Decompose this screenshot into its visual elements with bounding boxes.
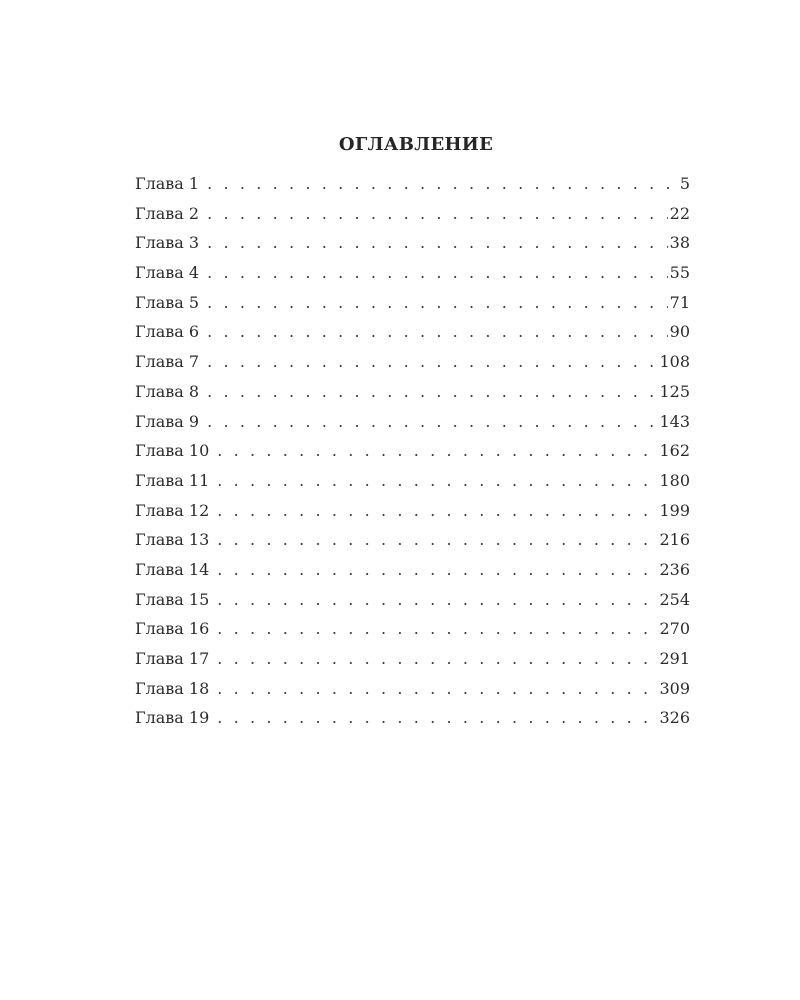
toc-page-number: 180 [659,470,690,490]
dot-leader [207,258,668,288]
toc-title: ОГЛАВЛЕНИЕ [338,134,494,155]
toc-entry [135,407,690,437]
toc-page-number: 90 [669,322,690,342]
toc-page-number: 143 [659,411,690,431]
toc-entry [135,585,690,615]
toc-chapter-label: Глава 9 [135,411,200,431]
toc-list [135,169,690,733]
toc-entry [135,347,690,377]
toc-page-number: 55 [669,263,690,283]
toc-entry [135,466,690,496]
dot-leader [217,496,657,526]
toc-entry [135,199,690,229]
toc-chapter-label: Глава 1 [135,174,200,193]
dot-leader [207,288,668,318]
toc-chapter-label: Глава 12 [135,500,210,520]
toc-page-number: 254 [659,589,690,609]
toc-chapter-label: Глава 13 [135,530,210,550]
toc-chapter-label: Глава 7 [135,352,200,372]
toc-entry [135,258,690,288]
toc-chapter-label: Глава 2 [135,203,200,223]
toc-page-number: 125 [659,381,690,401]
toc-entry [135,169,690,199]
toc-page-number: 162 [659,441,690,461]
toc-page-number: 5 [679,174,690,193]
dot-leader [207,317,668,347]
toc-chapter-label: Глава 8 [135,381,200,401]
toc-page-number: 22 [669,203,690,223]
toc-page-number: 291 [659,649,690,668]
toc-chapter-label: Глава 18 [135,678,210,698]
toc-chapter-label: Глава 15 [135,589,210,609]
toc-chapter-label: Глава 14 [135,559,210,579]
toc-page-number: 216 [659,530,690,550]
dot-leader [207,377,657,407]
dot-leader [207,347,657,377]
dot-leader [217,674,657,704]
toc-entry [135,525,690,555]
toc-page-number: 236 [659,559,690,579]
toc-page-number: 199 [659,500,690,520]
toc-chapter-label: Глава 19 [135,708,210,728]
toc-chapter-label: Глава 10 [135,441,210,461]
toc-entry [135,703,690,733]
dot-leader [217,436,657,466]
toc-entry [135,436,690,466]
toc-entry [135,674,690,704]
toc-chapter-label: Глава 4 [135,263,200,283]
toc-entry [135,317,690,347]
toc-page-number: 71 [669,292,690,312]
toc-chapter-label: Глава 17 [135,649,210,668]
toc-page-number: 108 [659,352,690,372]
dot-leader [217,466,657,496]
toc-entry [135,555,690,585]
dot-leader [207,199,668,229]
dot-leader [207,169,678,199]
toc-entry [135,228,690,258]
toc-entry [135,288,690,318]
toc-chapter-label: Глава 11 [135,470,210,490]
dot-leader [207,407,657,437]
dot-leader [217,555,657,585]
toc-entry [135,377,690,407]
dot-leader [217,614,657,644]
toc-entry [135,644,690,674]
toc-entry [135,496,690,526]
toc-page-number: 270 [659,619,690,639]
dot-leader [207,228,668,258]
toc-page-number: 326 [659,708,690,728]
toc-chapter-label: Глава 3 [135,233,200,253]
dot-leader [217,525,657,555]
toc-chapter-label: Глава 6 [135,322,200,342]
toc-chapter-label: Глава 16 [135,619,210,639]
dot-leader [217,644,657,674]
toc-entry [135,614,690,644]
dot-leader [217,585,657,615]
toc-chapter-label: Глава 5 [135,292,200,312]
toc-page-number: 38 [669,233,690,253]
dot-leader [217,703,657,733]
toc-page-number: 309 [659,678,690,698]
